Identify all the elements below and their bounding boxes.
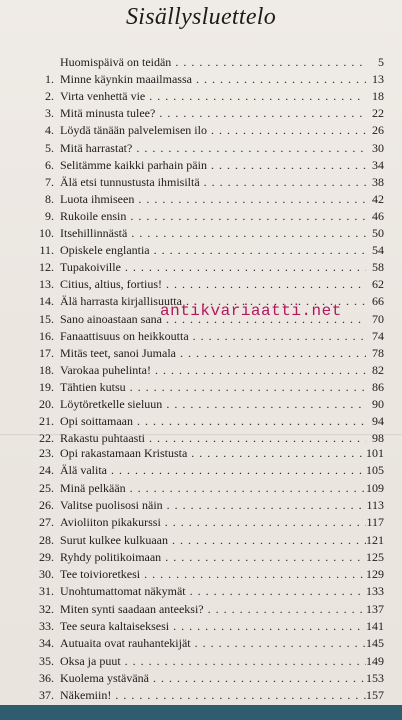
entry-page-number: 82 <box>372 362 384 377</box>
entry-title: Rukoile ensin . . . <box>60 208 366 225</box>
entry-page-number: 42 <box>372 191 384 206</box>
entry-title: Minne käynkin maailmassa . . . <box>60 71 366 88</box>
entry-number: 34. <box>39 636 54 651</box>
entry-number: 32. <box>39 601 54 616</box>
entry-number: 4. <box>45 123 54 138</box>
toc-entry <box>0 445 402 462</box>
toc-entry <box>0 601 402 618</box>
entry-page-number: 38 <box>372 174 384 189</box>
entry-page-number: 74 <box>372 328 384 343</box>
entry-title: Älä etsi tunnustusta ihmisiltä . . . <box>60 174 366 191</box>
entry-title: Löytöretkelle sieluun . . . <box>60 396 366 413</box>
toc-entry <box>0 54 402 71</box>
entry-title: Kuolema ystävänä . . . <box>60 670 366 687</box>
entry-title: Varokaa puhelinta! . . . <box>60 362 366 379</box>
entry-title: Opi soittamaan . . . <box>60 413 366 430</box>
toc-entry <box>0 259 402 276</box>
entry-page-number: 66 <box>372 294 384 309</box>
bottom-bar <box>0 705 402 720</box>
toc-entry <box>0 618 402 635</box>
entry-title: Tee seura kaltaiseksesi . . . <box>60 618 366 635</box>
entry-page-number: 109 <box>366 480 384 495</box>
entry-page-number: 54 <box>372 243 384 258</box>
toc-entry <box>0 497 402 514</box>
entry-page-number: 13 <box>372 72 384 87</box>
entry-title: Selitämme kaikki parhain päin . . . <box>60 157 366 174</box>
entry-page-number: 137 <box>366 601 384 616</box>
toc-entry <box>0 566 402 583</box>
entry-title: Älä valita . . . <box>60 462 366 479</box>
entry-title: Citius, altius, fortius! . . . <box>60 276 366 293</box>
entry-number: 15. <box>39 311 54 326</box>
toc-entry <box>0 413 402 430</box>
toc-entry <box>0 71 402 88</box>
entry-number: 13. <box>39 277 54 292</box>
entry-page-number: 125 <box>366 549 384 564</box>
entry-number: 17. <box>39 345 54 360</box>
entry-page-number: 18 <box>372 89 384 104</box>
entry-page-number: 26 <box>372 123 384 138</box>
entry-title: Mitäs teet, sanoi Jumala . . . <box>60 345 366 362</box>
toc-entry <box>0 670 402 687</box>
entry-number: 10. <box>39 226 54 240</box>
toc-entry <box>0 583 402 600</box>
entry-title: Fanaattisuus on heikkoutta . . . <box>60 328 366 345</box>
entry-number: 16. <box>39 328 54 343</box>
entry-page-number: 22 <box>372 106 384 121</box>
page-title: Sisällysluettelo <box>125 4 277 30</box>
entry-title: Autuaita ovat rauhantekijät . . . <box>60 635 366 652</box>
entry-number: 30. <box>39 567 54 582</box>
entry-title: Rakastu puhtaasti . . . <box>60 430 366 447</box>
entry-title: Opi rakastamaan Kristusta . . . <box>60 445 366 462</box>
toc-entry <box>0 396 402 413</box>
toc-entry <box>0 276 402 293</box>
entry-number: 27. <box>39 515 54 530</box>
entry-title: Löydä tänään palvelemisen ilo . . . <box>60 122 366 139</box>
entry-page-number: 133 <box>366 584 384 599</box>
entry-page-number: 157 <box>366 688 384 703</box>
entry-page-number: 141 <box>366 619 384 633</box>
entry-page-number: 149 <box>366 653 384 668</box>
toc-entry <box>0 379 402 396</box>
entry-number: 29. <box>39 549 54 564</box>
entry-title: Älä harrasta kirjallisuutta . . . <box>60 293 366 310</box>
entry-title: Tähtien kutsu . . . <box>60 379 366 396</box>
entry-number: 6. <box>45 157 54 172</box>
toc-entry <box>0 140 402 157</box>
toc-entry <box>0 514 402 531</box>
entry-number: 24. <box>39 463 54 478</box>
entry-number: 28. <box>39 532 54 547</box>
entry-page-number: 101 <box>366 446 384 460</box>
toc-entry <box>0 191 402 208</box>
entry-page-number: 50 <box>372 226 384 240</box>
toc-entry <box>0 635 402 652</box>
entry-number: 35. <box>39 653 54 668</box>
toc-entry <box>0 328 402 345</box>
entry-page-number: 129 <box>366 567 384 582</box>
toc-entry <box>0 532 402 549</box>
entry-number: 7. <box>45 174 54 189</box>
entry-title: Opiskele englantia . . . <box>60 242 366 259</box>
entry-number: 26. <box>39 497 54 512</box>
toc-entry <box>0 208 402 225</box>
entry-title: Mitä harrastat? . . . <box>60 140 366 157</box>
entry-title: Virta venhettä vie . . . <box>60 88 366 105</box>
entry-title: Tupakoiville . . . <box>60 259 366 276</box>
toc-entry <box>0 687 402 704</box>
toc-entry <box>0 88 402 105</box>
toc-entry <box>0 122 402 139</box>
entry-number: 23. <box>39 446 54 460</box>
entry-number: 8. <box>45 191 54 206</box>
entry-title: Oksa ja puut . . . <box>60 653 366 670</box>
entry-number: 33. <box>39 619 54 633</box>
entry-page-number: 90 <box>372 397 384 411</box>
entry-number: 18. <box>39 362 54 377</box>
entry-page-number: 105 <box>366 463 384 478</box>
entry-page-number: 94 <box>372 414 384 429</box>
entry-title: Valitse puolisosi näin . . . <box>60 497 366 514</box>
entry-number: 11. <box>39 243 54 258</box>
watermark-text: antikvariaatti.net <box>160 302 342 320</box>
entry-title: Näkemiin! . . . <box>60 687 366 704</box>
entry-page-number: 58 <box>372 260 384 275</box>
entry-title: Miten synti saadaan anteeksi? . . . <box>60 601 366 618</box>
entry-title: Mitä minusta tulee? . . . <box>60 105 366 122</box>
entry-number: 20. <box>39 397 54 411</box>
entry-number: 31. <box>39 584 54 599</box>
entry-page-number: 153 <box>366 670 384 685</box>
entry-page-number: 62 <box>372 277 384 292</box>
entry-number: 21. <box>39 414 54 429</box>
entry-title: Huomispäivä on teidän . . . <box>60 54 366 71</box>
entry-page-number: 30 <box>372 140 384 155</box>
toc-entry <box>0 157 402 174</box>
entry-title: Itsehillinnästä . . . <box>60 225 366 242</box>
entry-number: 19. <box>39 379 54 394</box>
entry-page-number: 98 <box>372 431 384 446</box>
entry-page-number: 86 <box>372 379 384 394</box>
entry-number: 22. <box>39 431 54 446</box>
entry-number: 36. <box>39 670 54 685</box>
toc-entry <box>0 174 402 191</box>
entry-page-number: 70 <box>372 311 384 326</box>
entry-page-number: 113 <box>366 497 384 512</box>
toc-entry <box>0 345 402 362</box>
entry-page-number: 121 <box>366 532 384 547</box>
toc-entry <box>0 653 402 670</box>
entry-title: Tee toivioretkesi . . . <box>60 566 366 583</box>
entry-number: 1. <box>45 72 54 87</box>
entry-page-number: 145 <box>366 636 384 651</box>
toc-entry <box>0 480 402 497</box>
entry-number: 5. <box>45 140 54 155</box>
entry-title: Ryhdy politikoimaan . . . <box>60 549 366 566</box>
entry-page-number: 5 <box>378 55 384 69</box>
entry-title: Surut kulkee kulkuaan . . . <box>60 532 366 549</box>
toc-entry <box>0 362 402 379</box>
toc-entry <box>0 105 402 122</box>
entry-title: Minä pelkään . . . <box>60 480 366 497</box>
entry-page-number: 46 <box>372 208 384 223</box>
entry-number: 14. <box>39 294 54 309</box>
toc-entry <box>0 242 402 259</box>
entry-title: Avioliiton pikakurssi . . . <box>60 514 366 531</box>
entry-number: 12. <box>39 260 54 275</box>
entry-page-number: 34 <box>372 157 384 172</box>
toc-entry <box>0 225 402 242</box>
toc-entry <box>0 462 402 479</box>
entry-title: Unohtumattomat näkymät . . . <box>60 583 366 600</box>
entry-number: 3. <box>45 106 54 121</box>
entry-title: Sano ainoastaan sana . . . <box>60 311 366 328</box>
entry-title: Luota ihmiseen . . . <box>60 191 366 208</box>
entry-number: 9. <box>45 208 54 223</box>
entry-page-number: 117 <box>366 515 384 530</box>
entry-number: 2. <box>45 89 54 104</box>
toc-entry <box>0 549 402 566</box>
entry-page-number: 78 <box>372 345 384 360</box>
entry-number: 37. <box>39 688 54 703</box>
entry-number: 25. <box>39 480 54 495</box>
